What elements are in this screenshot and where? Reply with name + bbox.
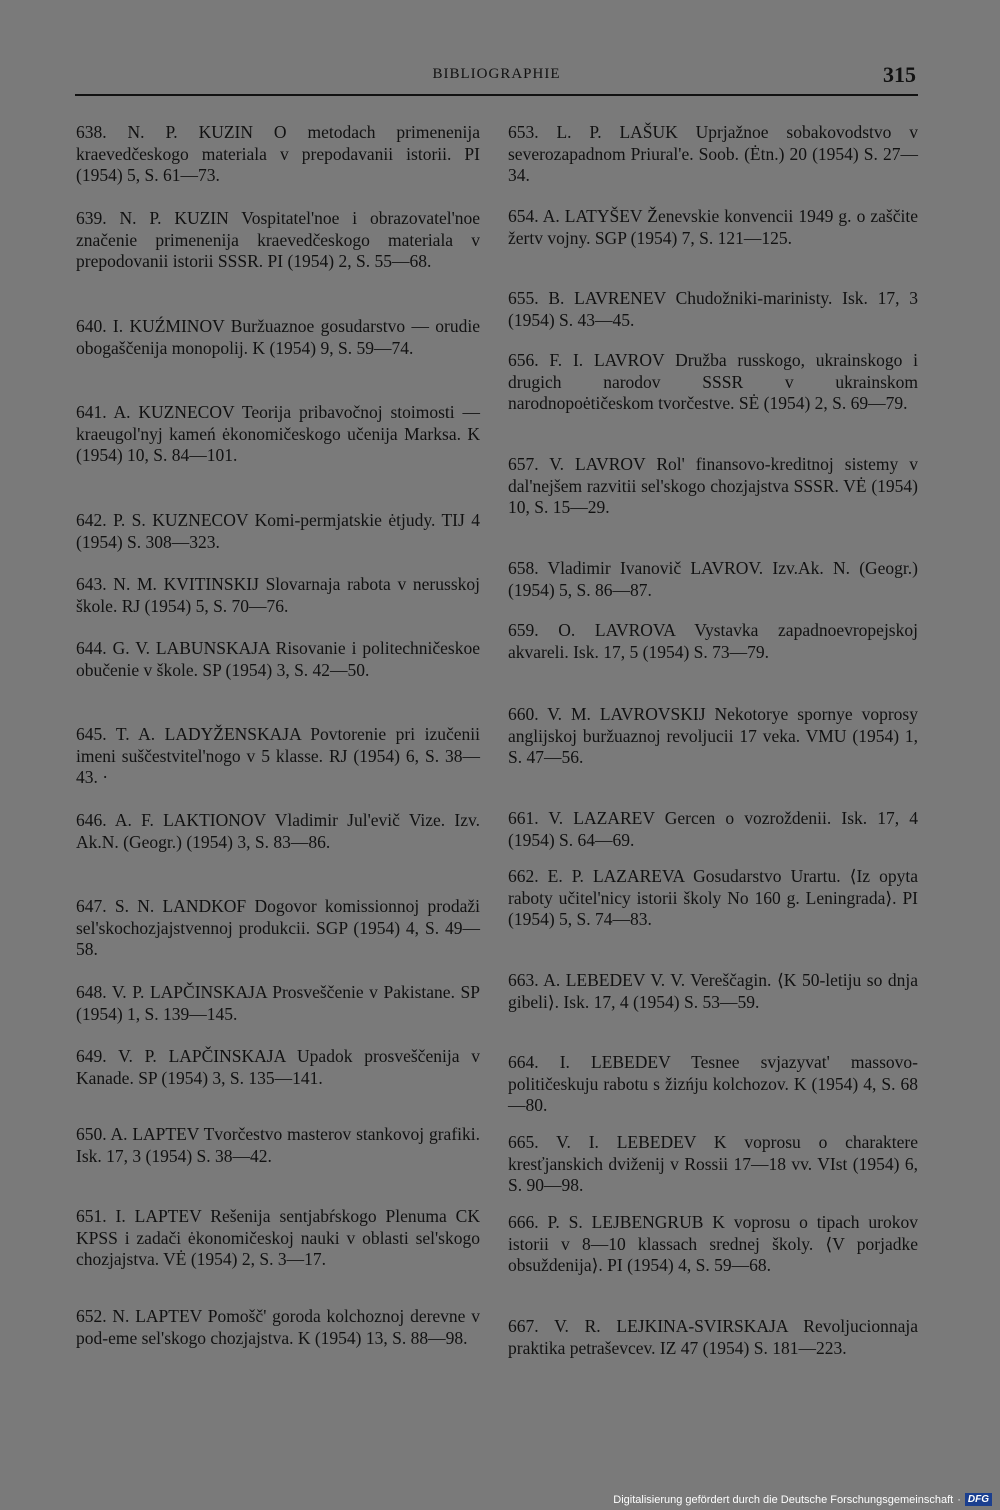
bibliography-entry-647: 647. S. N. LANDKOF Dogovor komissionnoj prodaži sel'skochozjajstvennoj produkcii. SGP (1954) 4, S. 49—58.: [76, 896, 480, 959]
digitization-footer: Digitalisierung gefördert durch die Deutsche Forschungsgemeinschaft · DFG: [613, 1493, 992, 1506]
bibliography-entry-667: 667. V. R. LEJKINA-SVIRSKAJA Revoljucionnaja praktika petraševcev. IZ 47 (1954) S. 181—223.: [508, 1316, 918, 1358]
bibliography-entry-658: 658. Vladimir Ivanovič LAVROV. Izv.Ak. N. (Geogr.) (1954) 5, S. 86—87.: [508, 558, 918, 600]
bibliography-entry-651: 651. I. LAPTEV Rešenija sentjabŕskogo Plenuma CK KPSS i zadači ėkonomičeskoj nauki v oblasti sel'skogo chozjajstva. VĖ (1954) 2, S. 3—17.: [76, 1206, 480, 1269]
bibliography-entry-638: 638. N. P. KUZIN O metodach primenenija kraevedčeskogo materiala v prepodavanii istorii. PI (1954) 5, S. 61—73.: [76, 122, 480, 185]
bibliography-entry-648: 648. V. P. LAPČINSKAJA Prosveščenie v Pakistane. SP (1954) 1, S. 139—145.: [76, 982, 480, 1024]
bibliography-entry-666: 666. P. S. LEJBENGRUB K voprosu o tipach urokov istorii v 8—10 klassach srednej školy. ⟨V porjadke obsuždenija⟩. PI (1954) 4, S. 59—68.: [508, 1212, 918, 1275]
bibliography-entry-659: 659. O. LAVROVA Vystavka zapadnoevropejskoj akvareli. Isk. 17, 5 (1954) S. 73—79.: [508, 620, 918, 662]
bibliography-entry-645: 645. T. A. LADYŽENSKAJA Povtorenie pri izučenii imeni suščestvitel'nogo v 5 klasse. RJ (1954) 6, S. 38—43. ·: [76, 724, 480, 787]
bibliography-entry-642: 642. P. S. KUZNECOV Komi-permjatskie ėtjudy. TIJ 4 (1954) S. 308—323.: [76, 510, 480, 552]
bibliography-entry-653: 653. L. P. LAŠUK Uprjažnoe sobakovodstvo v severozapadnom Priural'e. Soob. (Ėtn.) 20 (1954) S. 27—34.: [508, 122, 918, 185]
bibliography-entry-646: 646. A. F. LAKTIONOV Vladimir Jul'evič Vize. Izv. Ak.N. (Geogr.) (1954) 3, S. 83—86.: [76, 810, 480, 852]
bibliography-entry-656: 656. F. I. LAVROV Družba russkogo, ukrainskogo i drugich narodov SSSR v ukrainskom narodnopoėtičeskom tvorčestve. SĖ (1954) 2, S. 69—79.: [508, 350, 918, 413]
bibliography-entry-655: 655. B. LAVRENEV Chudožniki-marinisty. Isk. 17, 3 (1954) S. 43—45.: [508, 288, 918, 330]
bibliography-entry-664: 664. I. LEBEDEV Tesnee svjazyvat' massovo-političeskuju rabotu s žizńju kolchozov. K (1954) 4, S. 68—80.: [508, 1052, 918, 1115]
bibliography-entry-654: 654. A. LATYŠEV Ženevskie konvencii 1949 g. o zaščite žertv vojny. SGP (1954) 7, S. 121—125.: [508, 206, 918, 248]
footer-text: Digitalisierung gefördert durch die Deutsche Forschungsgemeinschaft: [613, 1493, 954, 1506]
bibliography-entry-650: 650. A. LAPTEV Tvorčestvo masterov stankovoj grafiki. Isk. 17, 3 (1954) S. 38—42.: [76, 1124, 480, 1166]
page-number: 315: [883, 62, 916, 87]
page-header: [75, 62, 918, 96]
bibliography-entry-663: 663. A. LEBEDEV V. V. Vereščagin. ⟨K 50-letiju so dnja gibeli⟩. Isk. 17, 4 (1954) S. 53—59.: [508, 970, 918, 1012]
running-title: BIBLIOGRAPHIE: [432, 66, 561, 82]
bibliography-entry-662: 662. E. P. LAZAREVA Gosudarstvo Urartu. ⟨Iz opyta raboty učitel'nicy istorii školy No 160 g. Leningrada⟩. PI (1954) 5, S. 74—83.: [508, 866, 918, 929]
bibliography-entry-649: 649. V. P. LAPČINSKAJA Upadok prosveščenija v Kanade. SP (1954) 3, S. 135—141.: [76, 1046, 480, 1088]
bibliography-entry-665: 665. V. I. LEBEDEV K voprosu o charaktere kresťjanskich dviženij v Rossii 17—18 vv. VIst (1954) 6, S. 90—98.: [508, 1132, 918, 1195]
bibliography-entry-652: 652. N. LAPTEV Pomošč' goroda kolchoznoj derevne v pod-eme sel'skogo chozjajstva. K (1954) 13, S. 88—98.: [76, 1306, 480, 1348]
bibliography-entry-660: 660. V. M. LAVROVSKIJ Nekotorye spornye voprosy anglijskoj buržuaznoj revoljucii 17 veka. VMU (1954) 1, S. 47—56.: [508, 704, 918, 767]
bibliography-entry-639: 639. N. P. KUZIN Vospitatel'noe i obrazovatel'noe značenie primenenija kraevedčeskogo materiala v prepodovanii istorii SSSR. PI (1954) 2, S. 55—68.: [76, 208, 480, 271]
bibliography-entry-641: 641. A. KUZNECOV Teorija pribavočnoj stoimosti — kraeugol'nyj kameń ėkonomičeskogo učenija Marksa. K (1954) 10, S. 84—101.: [76, 402, 480, 465]
bibliography-entry-643: 643. N. M. KVITINSKIJ Slovarnaja rabota v nerusskoj škole. RJ (1954) 5, S. 70—76.: [76, 574, 480, 616]
bibliography-entry-661: 661. V. LAZAREV Gercen o vozroždenii. Isk. 17, 4 (1954) S. 64—69.: [508, 808, 918, 850]
dfg-logo: DFG: [965, 1493, 992, 1506]
bibliography-entry-644: 644. G. V. LABUNSKAJA Risovanie i politechničeskoe obučenie v škole. SP (1954) 3, S. 42—50.: [76, 638, 480, 680]
bibliography-entry-640: 640. I. KUŹMINOV Buržuaznoe gosudarstvo — orudie obogaščenija monopolij. K (1954) 9, S. 59—74.: [76, 316, 480, 358]
bibliography-entry-657: 657. V. LAVROV Rol' finansovo-kreditnoj sistemy v dal'nejšem razvitii sel'skogo chozjajstva SSSR. VĖ (1954) 10, S. 15—29.: [508, 454, 918, 517]
